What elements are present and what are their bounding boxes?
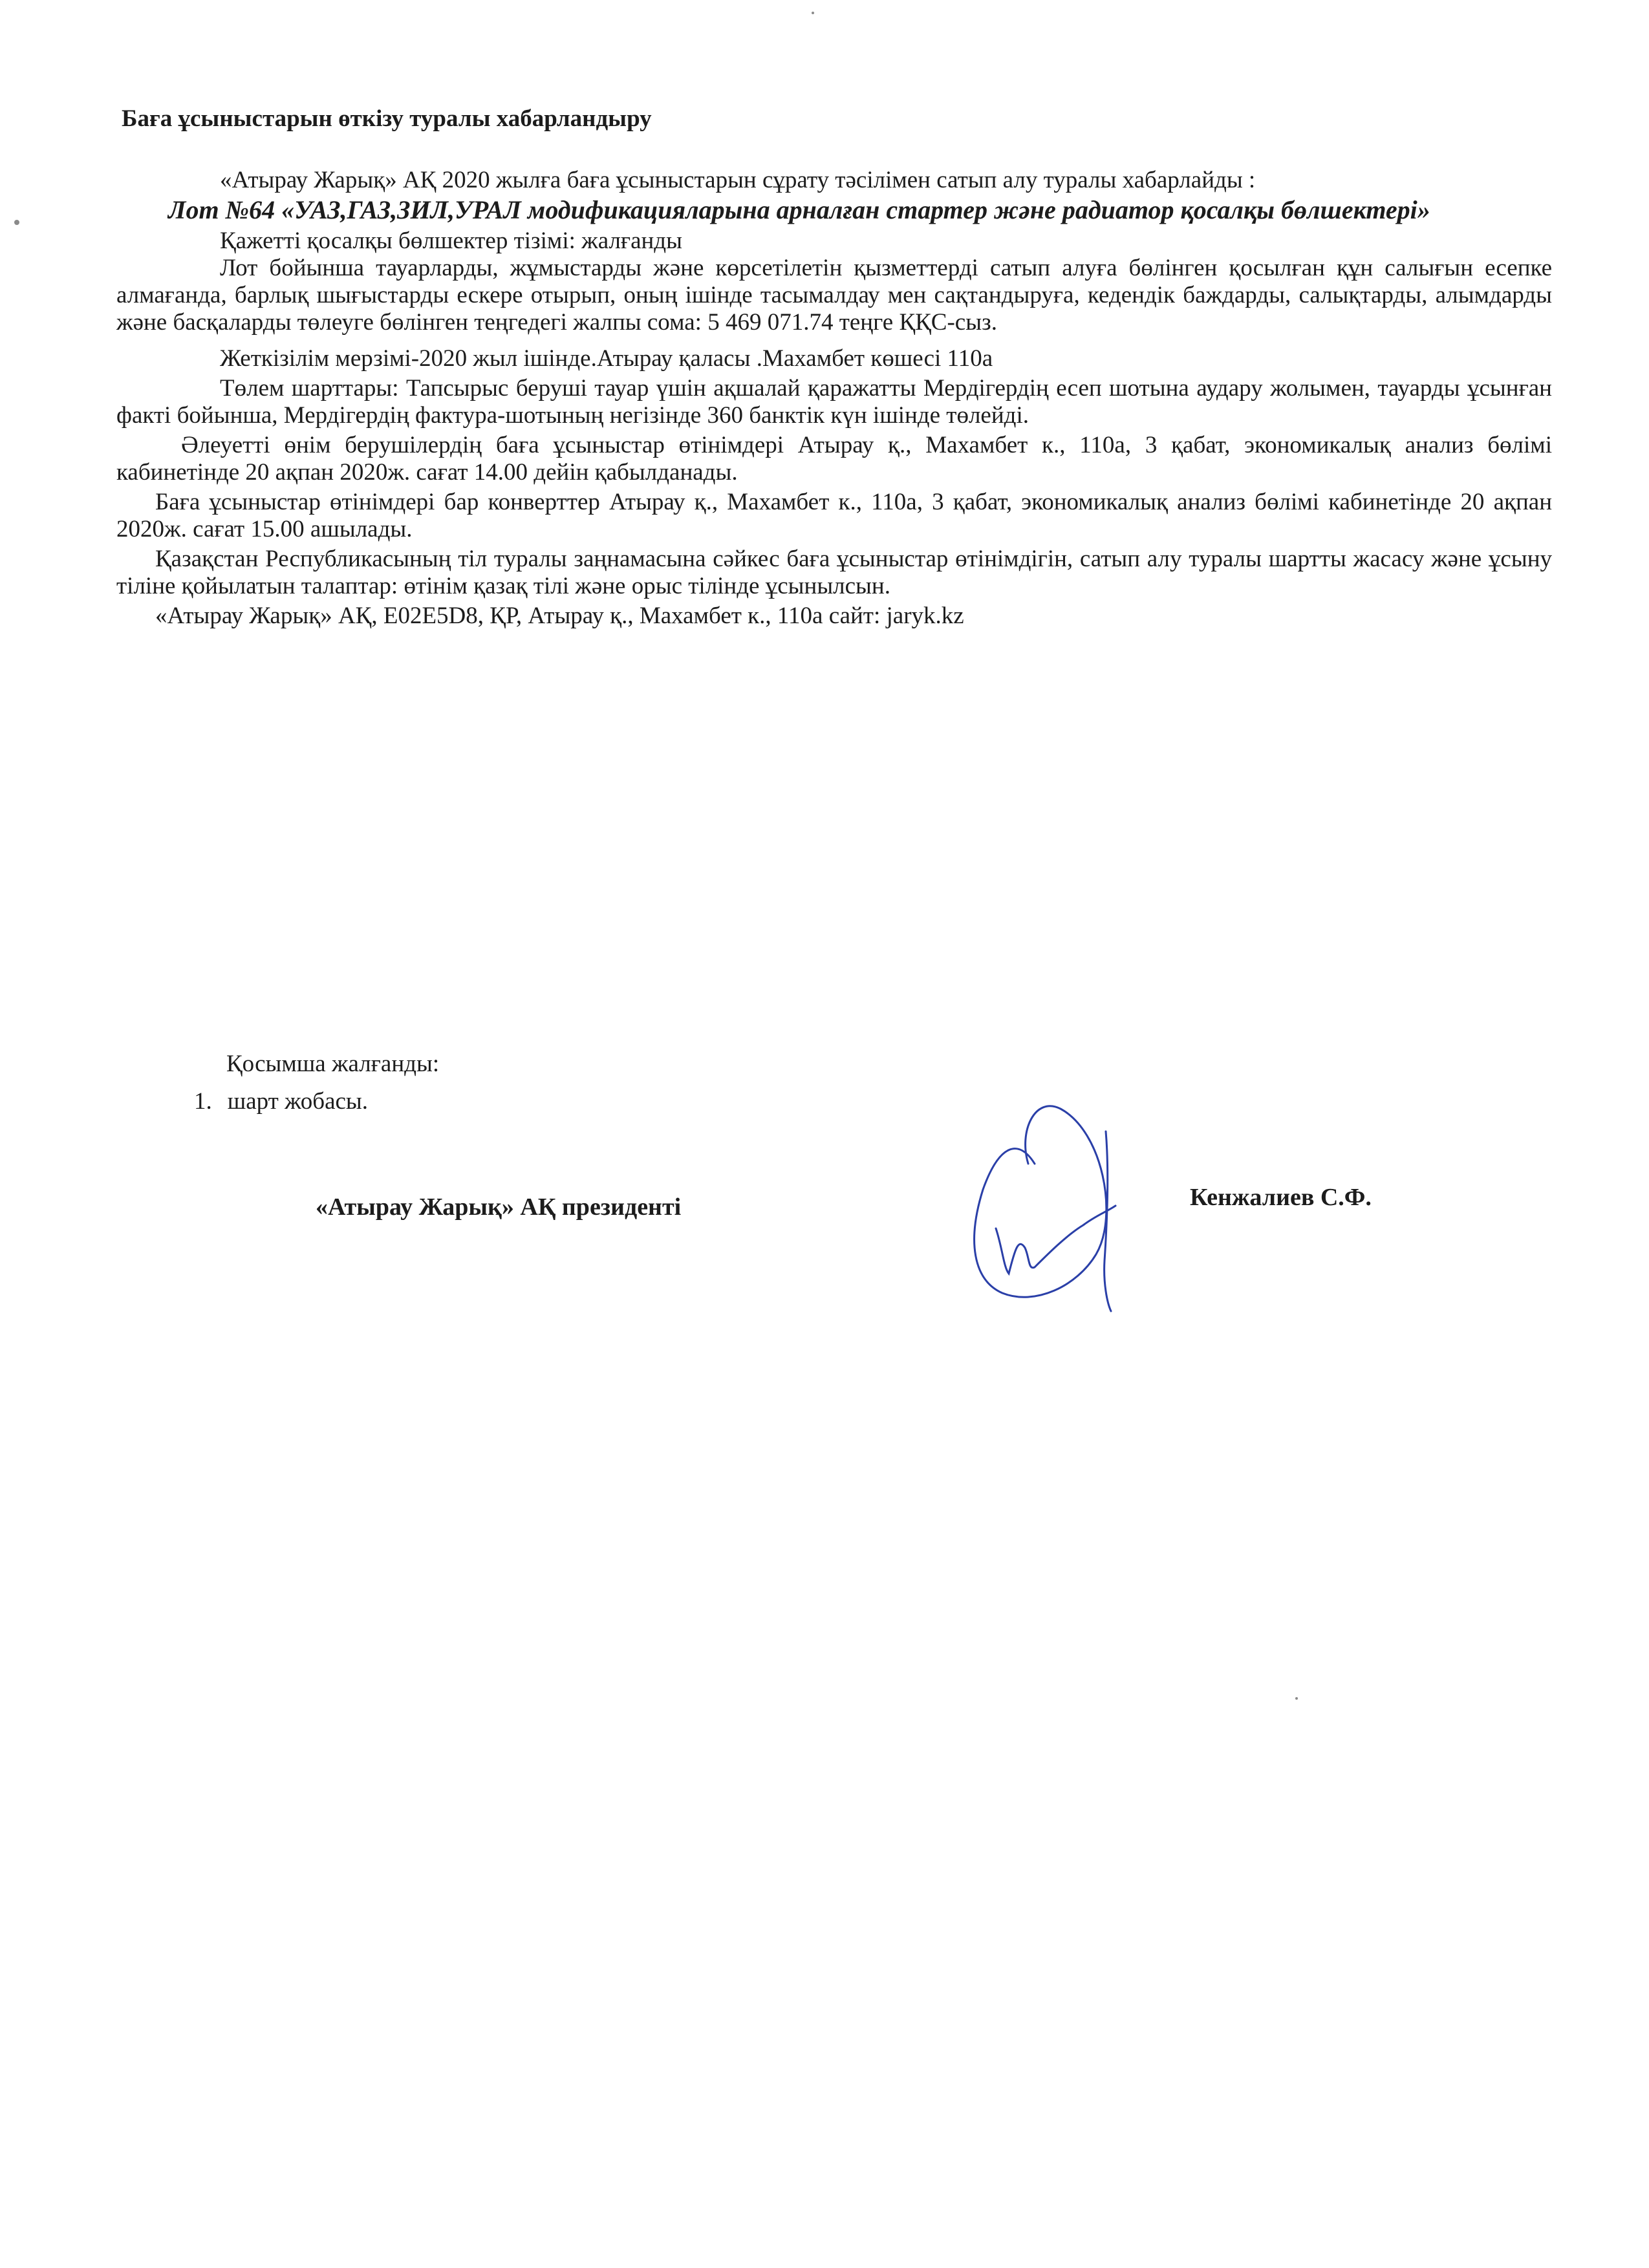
document-body [116, 167, 1552, 630]
submission-paragraph: Әлеуетті өнім берушілердің баға ұсыныстар өтінімдері Атырау қ., Махамбет к., 110а, 3 қабат, экономикалық анализ бөлімі кабинетінде 20 ақпан 2020ж. сағат 14.00 дейін қабылданады. [116, 432, 1552, 486]
signature-loop-stroke [975, 1106, 1106, 1297]
opening-paragraph: Баға ұсыныстар өтінімдері бар конверттер Атырау қ., Махамбет к., 110а, 3 қабат, экономикалық анализ бөлімі кабинетінде 20 ақпан 2020ж. сағат 15.00 ашылады. [116, 489, 1552, 542]
handwritten-signature [957, 1093, 1151, 1312]
delivery-paragraph: Жеткізілім мерзімі-2020 жыл ішінде.Атырау қаласы .Махамбет көшесі 110а [220, 345, 993, 372]
budget-paragraph: Лот бойынша тауарларды, жұмыстарды және көрсетілетін қызметтерді сатып алуға бөлінген қосылған құн салығын есепке алмағанда, барлық шығыстарды ескере отырып, оның ішінде тасымалдау мен сақтандыруға, кедендік баждарды, салықтарды, алымдарды және басқаларды төлеуге бөлінген теңгедегі жалпы сома: 5 469 071.74 теңге ҚҚС-сыз. [116, 255, 1552, 336]
parts-list-paragraph: Қажетті қосалқы бөлшектер тізімі: жалғанды [220, 228, 682, 254]
signature-initial-stroke [996, 1206, 1116, 1274]
payment-paragraph: Төлем шарттары: Тапсырыс беруші тауар үшін ақшалай қаражатты Мердігердің есеп шотына аудару жолымен, тауарды ұсынған факті бойынша, Мердігердің фактура-шотының негізінде 360 банктік күн ішінде төлейді. [116, 375, 1552, 429]
attachment-item-number: 1. [194, 1088, 212, 1115]
scan-speck [14, 220, 19, 225]
document-title: Баға ұсыныстарын өткізу туралы хабарландыру [122, 105, 652, 132]
lot-title: Лот №64 «УАЗ,ГАЗ,ЗИЛ,УРАЛ модификацияларына арналған стартер және радиатор қосалқы бөлшектері» [168, 195, 1430, 224]
attachment-item [194, 1088, 439, 1115]
language-paragraph: Қазақстан Республикасының тіл туралы заңнамасына сәйкес баға ұсыныстар өтінімдігін, сатып алу туралы шартты жасасу және ұсыну тіліне қойылатын талаптар: өтінім қазақ тілі және орыс тілінде ұсынылсын. [116, 546, 1552, 599]
attachment-title: Қосымша жалғанды: [226, 1051, 440, 1077]
scan-speck [1295, 1697, 1298, 1700]
attachment-item-text: шарт жобасы. [227, 1088, 369, 1115]
signatory-position: «Атырау Жарық» АҚ президенті [316, 1193, 682, 1221]
signatory-name: Кенжалиев С.Ф. [1190, 1184, 1372, 1211]
scan-speck [812, 12, 814, 14]
intro-paragraph: «Атырау Жарық» АҚ 2020 жылға баға ұсыныстарын сұрату тәсілімен сатып алу туралы хабарлайды : [220, 167, 1256, 193]
attachment-section [194, 1051, 440, 1115]
contacts-paragraph: «Атырау Жарық» АҚ, Е02Е5D8, ҚР, Атырау қ., Махамбет к., 110а сайт: jaryk.kz [155, 603, 964, 629]
